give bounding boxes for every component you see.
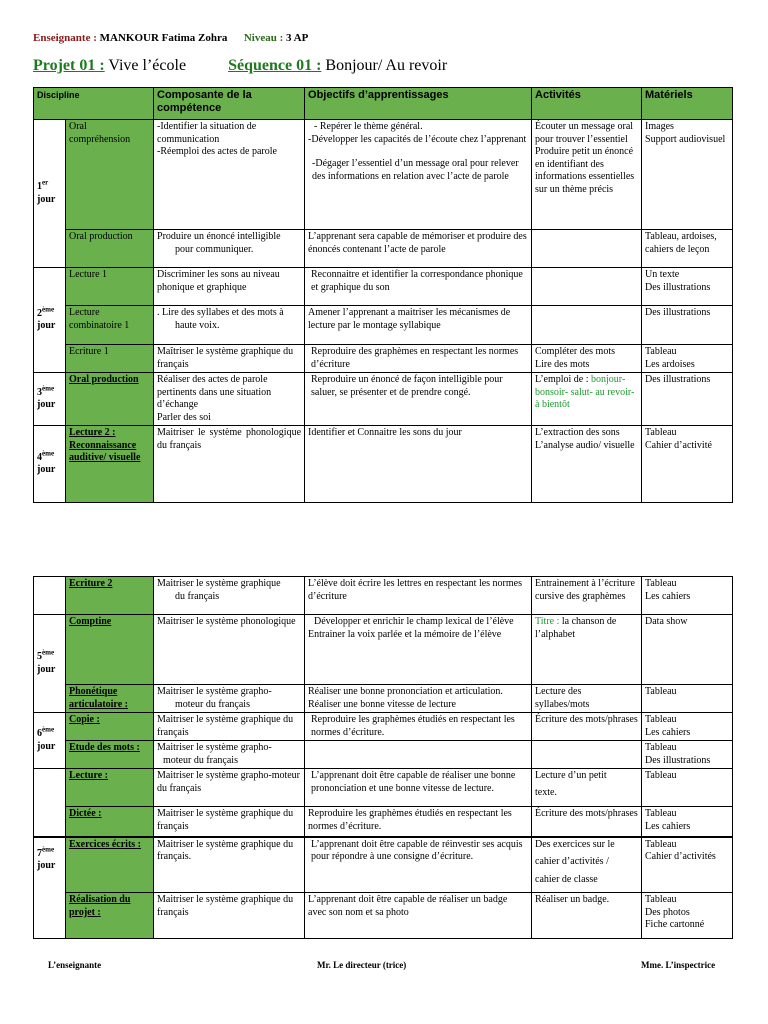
objectifs-cell: Réaliser une bonne prononciation et articulation. Réaliser une bonne vitesse de lecture: [305, 685, 532, 713]
table-row: [34, 426, 733, 503]
objectifs-cell: Reconnaitre et identifier la correspondance phonique et graphique du son: [305, 268, 532, 306]
discipline-cell: Copie :: [66, 713, 154, 741]
objectifs-cell: Identifier et Connaitre les sons du jour: [305, 426, 532, 503]
objectifs-cell: Reproduire les graphèmes étudiés en respectant les normes d’écriture.: [305, 713, 532, 741]
col-composante: Composante de la compétence: [154, 88, 305, 120]
table-row: [34, 373, 733, 426]
materiels-cell: Tableau, ardoises, cahiers de leçon: [642, 230, 733, 268]
table-row: [34, 306, 733, 345]
activites-cell: Titre : la chanson de l’alphabet: [532, 615, 642, 685]
day-label: 3ème jour: [34, 373, 66, 426]
col-discipline: Discipline: [34, 88, 154, 120]
activites-cell: Lecture des syllabes/mots: [532, 685, 642, 713]
projet-label: Projet 01 :: [33, 57, 105, 74]
col-objectifs: Objectifs d’apprentissages: [305, 88, 532, 120]
teacher-line: [33, 32, 308, 44]
day-label: 6ème jour: [34, 713, 66, 769]
discipline-cell: Lecture 1: [66, 268, 154, 306]
niveau-value: 3 AP: [286, 32, 309, 44]
objectifs-cell: L’apprenant doit être capable de réaliser un badge avec son nom et sa photo: [305, 893, 532, 939]
objectifs-cell: - Repérer le thème général. -Développer les capacités de l’écoute chez l’apprenant -Dégager l’essentiel d’un message oral pour relever des informations en relation avec l’acte de parole: [305, 120, 532, 230]
discipline-cell: Oral compréhension: [66, 120, 154, 230]
table-row: [34, 837, 733, 893]
signature-inspectrice: Mme. L’inspectrice: [641, 960, 716, 970]
composante-cell: Maitriser le système grapho- moteur du français: [154, 685, 305, 713]
signature-directeur: Mr. Le directeur (trice): [317, 960, 407, 970]
composante-cell: Maitriser le système phonologique du français: [154, 426, 305, 503]
objectifs-cell: Reproduire les graphèmes étudiés en respectant les normes d’écriture.: [305, 807, 532, 837]
col-activites: Activités: [532, 88, 642, 120]
materiels-cell: Tableau: [642, 769, 733, 807]
activites-cell: Écriture des mots/phrases: [532, 713, 642, 741]
discipline-cell: Exercices écrits :: [66, 837, 154, 893]
table-row: [34, 685, 733, 713]
sequence-title: Bonjour/ Au revoir: [325, 57, 448, 74]
objectifs-cell: [305, 741, 532, 769]
sequence-label: Séquence 01 :: [228, 57, 322, 74]
activites-cell: [532, 306, 642, 345]
composante-cell: . Lire des syllabes et des mots à haute voix.: [154, 306, 305, 345]
table-row: [34, 615, 733, 685]
table-row: [34, 893, 733, 939]
materiels-cell: Un texte Des illustrations: [642, 268, 733, 306]
activites-cell: Lecture d’un petit texte.: [532, 769, 642, 807]
activites-cell: Compléter des mots Lire des mots: [532, 345, 642, 373]
discipline-cell: Ecriture 2: [66, 577, 154, 615]
materiels-cell: Des illustrations: [642, 373, 733, 426]
enseignante-label: Enseignante :: [33, 32, 97, 44]
materiels-cell: Tableau Des photos Fiche cartonné: [642, 893, 733, 939]
activites-cell: Réaliser un badge.: [532, 893, 642, 939]
objectifs-cell: Reproduire un énoncé de façon intelligible pour saluer, se présenter et de prendre congé.: [305, 373, 532, 426]
materiels-cell: Tableau Cahier d’activités: [642, 837, 733, 893]
discipline-cell: Lecture 2 : Reconnaissance auditive/ visuelle: [66, 426, 154, 503]
col-materiels: Matériels: [642, 88, 733, 120]
day-label: 4ème jour: [34, 426, 66, 503]
materiels-cell: Tableau Les cahiers: [642, 713, 733, 741]
plan-table-1: [33, 87, 733, 503]
objectifs-cell: L’élève doit écrire les lettres en respectant les normes d’écriture: [305, 577, 532, 615]
composante-cell: Maitriser le système graphique du français: [154, 713, 305, 741]
discipline-cell: Comptine: [66, 615, 154, 685]
composante-cell: Réaliser des actes de parole pertinents dans une situation d’échange Parler des soi: [154, 373, 305, 426]
objectifs-cell: Développer et enrichir le champ lexical de l’élève Entrainer la voix parlée et la mémoire de l’élève: [305, 615, 532, 685]
objectifs-cell: L’apprenant sera capable de mémoriser et produire des énoncés contenant l’acte de parole: [305, 230, 532, 268]
activites-cell: Écouter un message oral pour trouver l’essentiel Produire petit un énoncé en identifiant des informations essentielles sur un thème précis: [532, 120, 642, 230]
table-row: [34, 577, 733, 615]
objectifs-cell: Reproduire des graphèmes en respectant les normes d’écriture: [305, 345, 532, 373]
day-label: 5ème jour: [34, 615, 66, 713]
composante-cell: Maitriser le système graphique du français.: [154, 837, 305, 893]
table-row: [34, 713, 733, 741]
composante-cell: Discriminer les sons au niveau phonique et graphique: [154, 268, 305, 306]
projet-title: Vive l’école: [108, 57, 187, 74]
table-row: [34, 769, 733, 807]
composante-cell: Maitriser le système graphique du français: [154, 577, 305, 615]
activites-cell: [532, 741, 642, 769]
materiels-cell: Tableau Les cahiers: [642, 577, 733, 615]
enseignante-name: MANKOUR Fatima Zohra: [99, 32, 228, 44]
table-row: [34, 741, 733, 769]
table-row: [34, 268, 733, 306]
composante-cell: -Identifier la situation de communication -Réemploi des actes de parole: [154, 120, 305, 230]
day-label: [34, 577, 66, 615]
composante-cell: Maitriser le système graphique du français: [154, 807, 305, 837]
day-label: 7ème jour: [34, 837, 66, 939]
activites-cell: [532, 230, 642, 268]
day-label: 1er jour: [34, 120, 66, 268]
materiels-cell: Tableau Les ardoises: [642, 345, 733, 373]
objectifs-cell: L’apprenant doit être capable de réaliser une bonne prononciation et une bonne vitesse de lecture.: [305, 769, 532, 807]
project-line: [33, 57, 447, 75]
table-row: [34, 807, 733, 837]
materiels-cell: Tableau Des illustrations: [642, 741, 733, 769]
composante-cell: Maitriser le système graphique du français: [154, 893, 305, 939]
materiels-cell: Images Support audiovisuel: [642, 120, 733, 230]
materiels-cell: Des illustrations: [642, 306, 733, 345]
discipline-cell: Oral production: [66, 373, 154, 426]
table-row: [34, 120, 733, 230]
niveau-label: Niveau :: [243, 32, 284, 44]
discipline-cell: Ecriture 1: [66, 345, 154, 373]
composante-cell: Maitriser le système grapho- moteur du français: [154, 741, 305, 769]
discipline-cell: Réalisation du projet :: [66, 893, 154, 939]
objectifs-cell: L’apprenant doit être capable de réinvestir ses acquis pour répondre à une consigne d’écriture.: [305, 837, 532, 893]
materiels-cell: Data show: [642, 615, 733, 685]
discipline-cell: Oral production: [66, 230, 154, 268]
activites-cell: Écriture des mots/phrases: [532, 807, 642, 837]
day-label: 2ème jour: [34, 268, 66, 373]
composante-cell: Produire un énoncé intelligible pour communiquer.: [154, 230, 305, 268]
table-row: [34, 345, 733, 373]
discipline-cell: Lecture :: [66, 769, 154, 807]
objectifs-cell: Amener l’apprenant a maitriser les mécanismes de lecture par le montage syllabique: [305, 306, 532, 345]
activites-cell: L’extraction des sons L’analyse audio/ visuelle: [532, 426, 642, 503]
discipline-cell: Etude des mots :: [66, 741, 154, 769]
activites-cell: [532, 268, 642, 306]
table-row: [34, 230, 733, 268]
signature-enseignante: L’enseignante: [48, 960, 102, 970]
materiels-cell: Tableau: [642, 685, 733, 713]
plan-table-2: [33, 576, 733, 939]
composante-cell: Maîtriser le système graphique du français: [154, 345, 305, 373]
day-label: [34, 769, 66, 837]
discipline-cell: Dictée :: [66, 807, 154, 837]
materiels-cell: Tableau Les cahiers: [642, 807, 733, 837]
materiels-cell: Tableau Cahier d’activité: [642, 426, 733, 503]
discipline-cell: Lecture combinatoire 1: [66, 306, 154, 345]
activites-cell: L’emploi de : bonjour- bonsoir- salut- au revoir- à bientôt: [532, 373, 642, 426]
discipline-cell: Phonétique articulatoire :: [66, 685, 154, 713]
activites-cell: Entrainement à l’écriture cursive des graphèmes: [532, 577, 642, 615]
activites-cell: Des exercices sur le cahier d’activités / cahier de classe: [532, 837, 642, 893]
composante-cell: Maitriser le système phonologique: [154, 615, 305, 685]
table-header-row: [34, 88, 733, 120]
composante-cell: Maitriser le système grapho-moteur du français: [154, 769, 305, 807]
